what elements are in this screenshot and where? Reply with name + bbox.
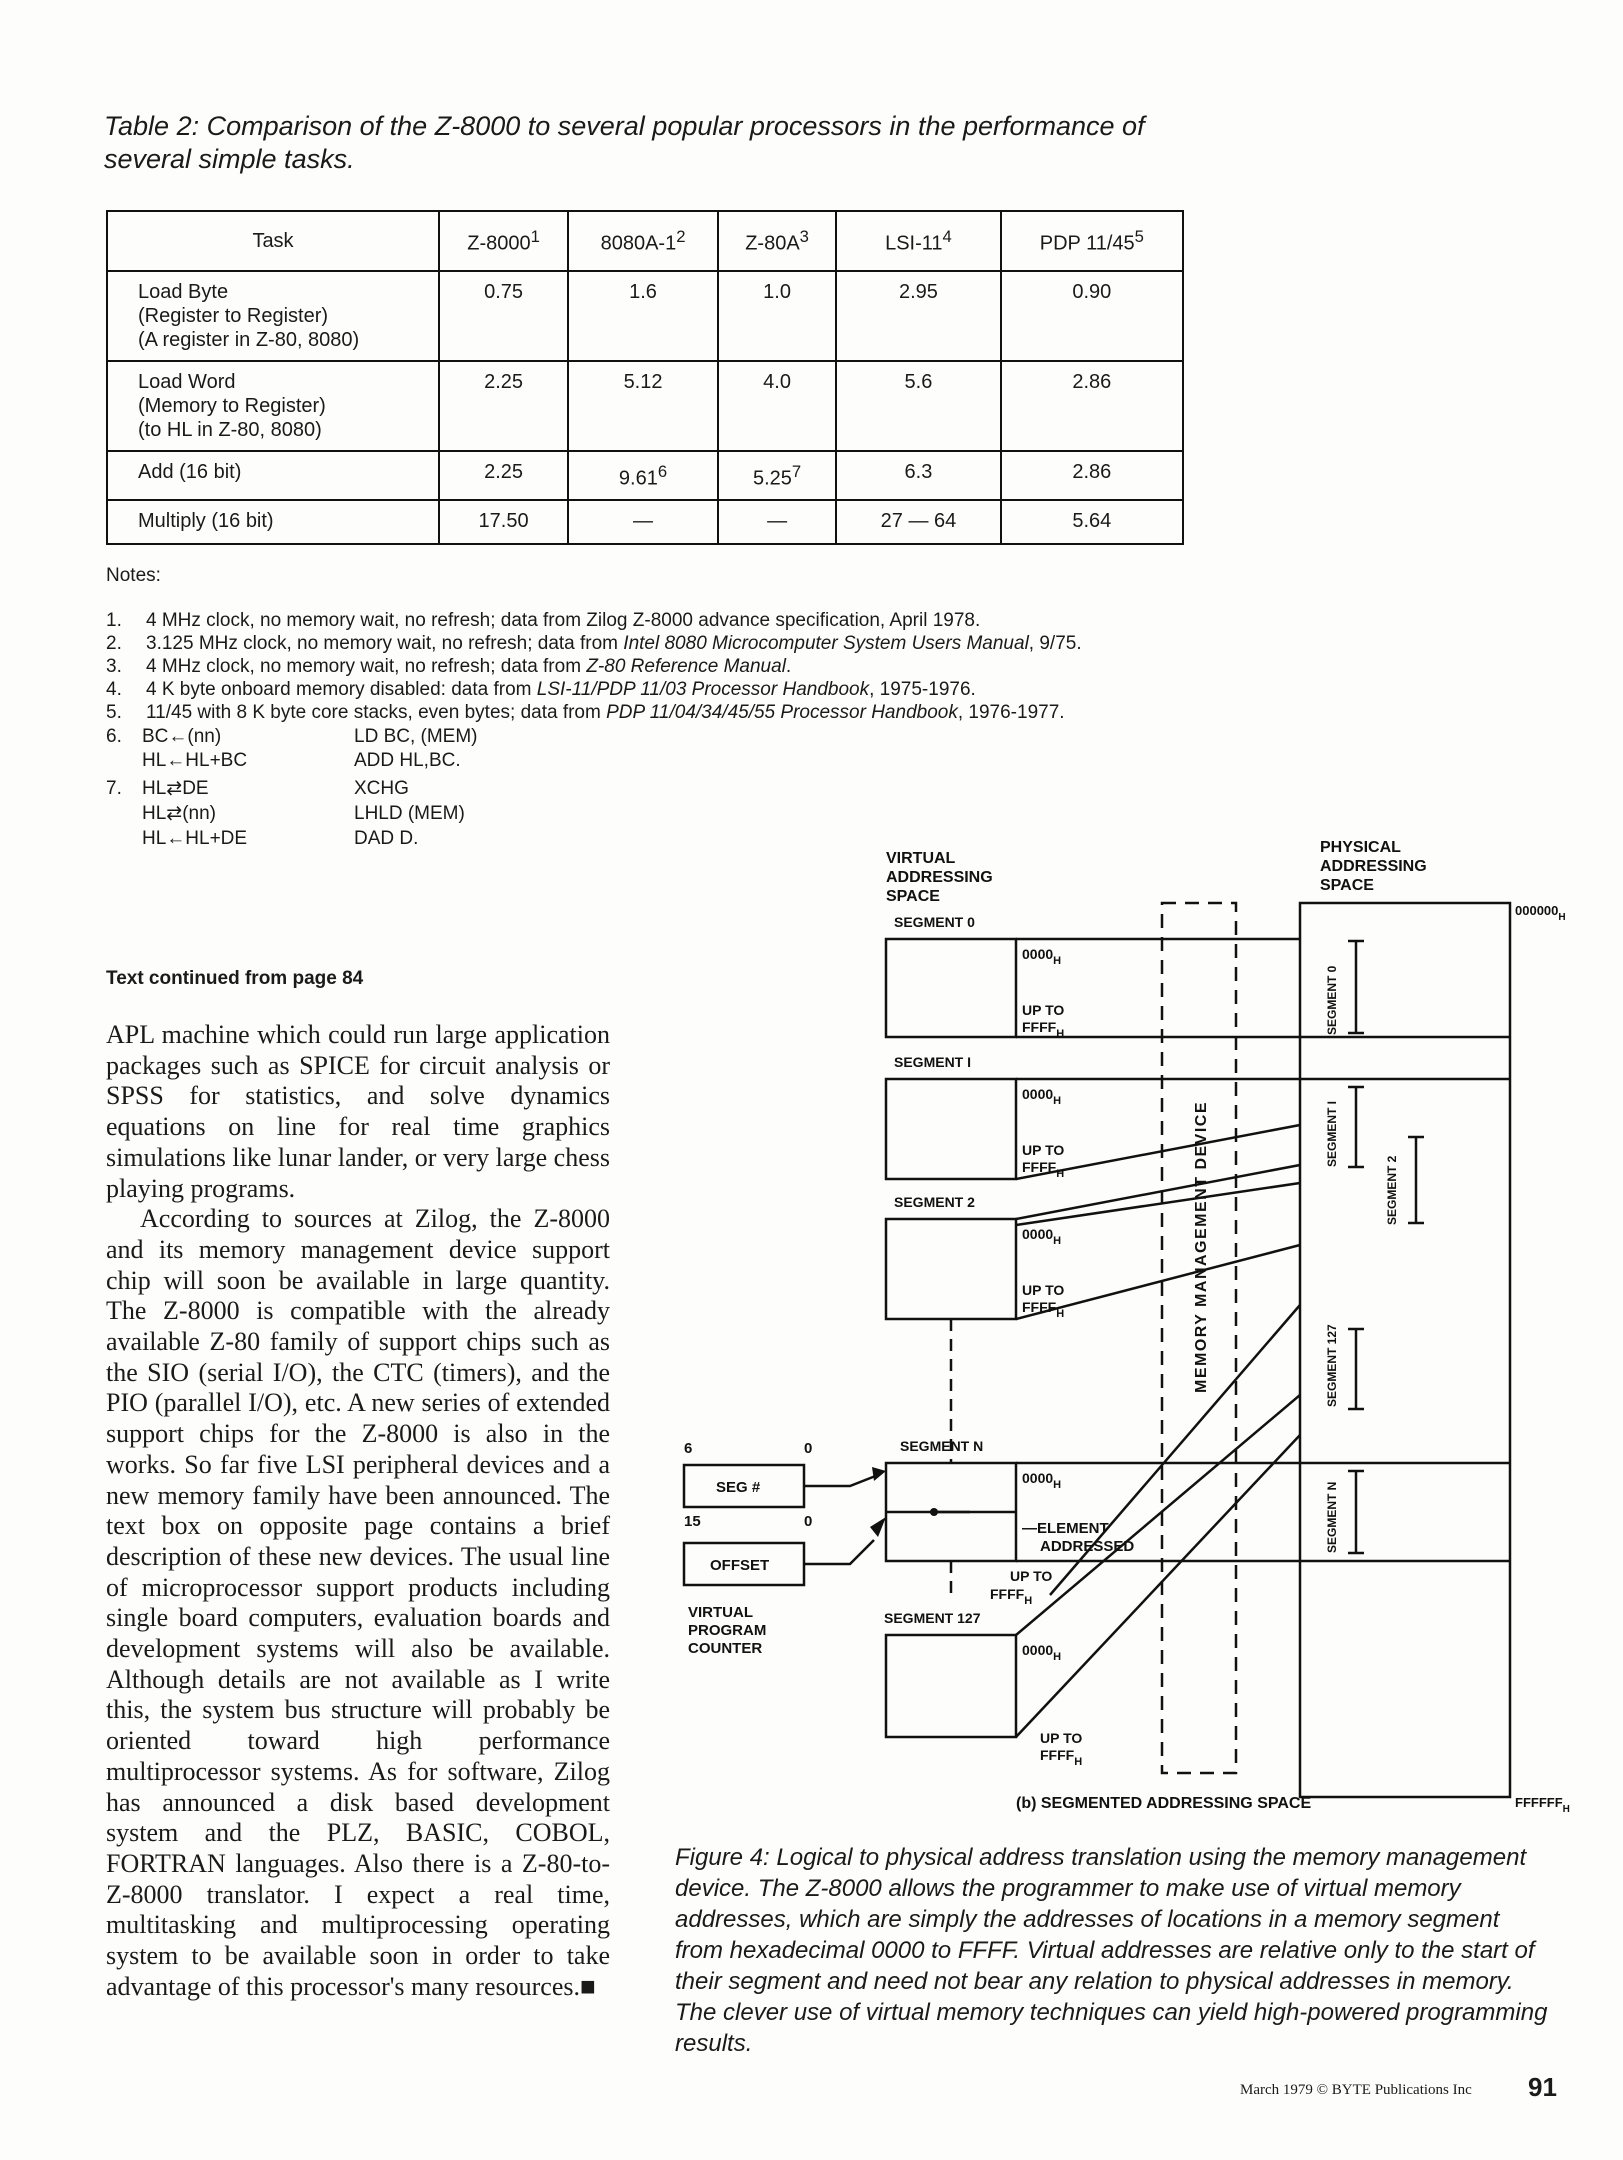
header-pdp: PDP $11/45^5$ <box>1001 211 1183 271</box>
table-row <box>107 361 1183 451</box>
table-row <box>107 271 1183 361</box>
value-cell: 2.86 <box>1001 451 1183 500</box>
segment-upto-label: UP TO <box>1010 1568 1053 1584</box>
virtual-label-1: VIRTUAL <box>886 850 956 867</box>
seg127-box <box>886 1635 1016 1737</box>
table-header-row <box>107 211 1183 271</box>
physical-segment-label: SEGMENT 0 <box>1325 965 1339 1035</box>
value-cell: 5.12 <box>568 361 718 451</box>
page-number: 91 <box>1528 2072 1557 2102</box>
note-item: 5. 11/45 with 8 K byte core stacks, even bytes; data from PDP 11/04/34/45/55 Processor Handbook, 1976-1977. <box>106 702 1065 723</box>
notes-list <box>106 610 1186 853</box>
segment-name-label: SEGMENT 0 <box>894 914 975 930</box>
note-7: 7. HL⇄DE HL⇄(nn) HL←HL+DE XCHG LHLD (MEM) DAD D. <box>106 778 465 849</box>
segmented-addressing-diagram <box>670 835 1570 1815</box>
pc-caption-3: COUNTER <box>688 1640 763 1657</box>
segment-end-label: $FFFF_H$ <box>1022 1299 1065 1320</box>
segment-start-label: $0000_H$ <box>1022 946 1062 967</box>
segment-name-label: SEGMENT 127 <box>884 1610 981 1626</box>
physical-label-2: ADDRESSING <box>1320 858 1427 875</box>
value-cell: 6.3 <box>836 451 1000 500</box>
header-lsi11: LSI-$11^4$ <box>836 211 1000 271</box>
note-6: 6. BC←(nn) HL←HL+BC LD BC, (MEM) ADD HL,BC. <box>106 726 478 771</box>
value-cell: 27 — 64 <box>836 500 1000 544</box>
segment-end-label: $FFFF_H$ <box>1022 1019 1065 1040</box>
value-cell: 17.50 <box>439 500 568 544</box>
physical-label-1: PHYSICAL <box>1320 839 1401 856</box>
element-addressed-1: —ELEMENT <box>1022 1520 1109 1537</box>
pc-bit0a: 0 <box>804 1440 813 1457</box>
segment-upto-label: UP TO <box>1022 1282 1065 1298</box>
physical-segment-label: SEGMENT 127 <box>1325 1324 1339 1407</box>
task-cell: Add (16 bit) <box>107 451 439 500</box>
offset-register-label: OFFSET <box>710 1557 770 1574</box>
seg0-box <box>886 939 1016 1037</box>
value-cell: 2.25 <box>439 361 568 451</box>
segment-end-label: $FFFF_H$ <box>1040 1747 1083 1768</box>
segment-name-label: SEGMENT I <box>894 1054 972 1070</box>
segment-start-label: $0000_H$ <box>1022 1226 1062 1247</box>
notes-heading: Notes: <box>106 565 161 586</box>
physical-segment-label: SEGMENT I <box>1325 1100 1339 1167</box>
header-8080a: $8080A-1^2$ <box>568 211 718 271</box>
note-item: 3. 4 MHz clock, no memory wait, no refresh; data from Z-80 Reference Manual. <box>106 656 792 677</box>
pc-bit15: 15 <box>684 1513 701 1530</box>
note-item: 1. 4 MHz clock, no memory wait, no refresh; data from Zilog Z-8000 advance specification, April 1978. <box>106 610 981 631</box>
value-cell: 5.64 <box>1001 500 1183 544</box>
pc-caption-1: VIRTUAL <box>688 1604 753 1621</box>
continued-heading: Text continued from page 84 <box>106 968 364 989</box>
physical-segment-label: SEGMENT 2 <box>1385 1155 1399 1225</box>
segment-name-label: SEGMENT N <box>900 1438 984 1454</box>
segment-name-label: SEGMENT 2 <box>894 1194 975 1210</box>
element-addressed-2: ADDRESSED <box>1040 1538 1135 1555</box>
value-cell: 2.86 <box>1001 361 1183 451</box>
task-cell: Load Word (Memory to Register) (to HL in Z-80, 8080) <box>107 361 439 451</box>
article-body <box>106 1020 610 2003</box>
header-z80a: $Z-80A^3$ <box>718 211 836 271</box>
value-cell: 4.0 <box>718 361 836 451</box>
comparison-table <box>106 210 1184 545</box>
header-z8000: Z-8000$^1$ <box>439 211 568 271</box>
value-cell: 2.95 <box>836 271 1000 361</box>
pc-bit0b: 0 <box>804 1513 813 1530</box>
virtual-label-2: ADDRESSING <box>886 869 993 886</box>
seg1-box <box>886 1079 1016 1179</box>
diagram-title: (b) SEGMENTED ADDRESSING SPACE <box>1016 1795 1312 1812</box>
value-cell: 0.75 <box>439 271 568 361</box>
pc-bit6: 6 <box>684 1440 693 1457</box>
value-cell: — <box>718 500 836 544</box>
note-item: 2. 3.125 MHz clock, no memory wait, no refresh; data from Intel 8080 Microcomputer System Users Manual, 9/75. <box>106 633 1082 654</box>
task-cell: Load Byte (Register to Register) (A register in Z-80, 8080) <box>107 271 439 361</box>
phys-end: $FFFFFF_H$ <box>1515 1795 1570 1815</box>
segment-end-label: $FFFF_H$ <box>1022 1159 1065 1180</box>
segment-start-label: $0000_H$ <box>1022 1470 1062 1491</box>
phys-start: $000000_H$ <box>1515 903 1566 923</box>
task-cell: Multiply (16 bit) <box>107 500 439 544</box>
segment-upto-label: UP TO <box>1040 1730 1083 1746</box>
footer-credit: March 1979 © BYTE Publications Inc <box>1240 2082 1472 2098</box>
value-cell: 1.0 <box>718 271 836 361</box>
value-cell: 5.6 <box>836 361 1000 451</box>
pc-caption-2: PROGRAM <box>688 1622 767 1639</box>
note-item: 4. 4 K byte onboard memory disabled: data from LSI-11/PDP 11/03 Processor Handbook, 1975-1976. <box>106 679 976 700</box>
table-row <box>107 451 1183 500</box>
virtual-label-3: SPACE <box>886 888 940 905</box>
segment-upto-label: UP TO <box>1022 1002 1065 1018</box>
segment-end-label: $FFFF_H$ <box>990 1586 1033 1607</box>
value-cell: 5.25$^7$ <box>718 451 836 500</box>
phys-seg-arrows <box>1348 941 1424 1553</box>
value-cell: 0.90 <box>1001 271 1183 361</box>
segment-start-label: $0000_H$ <box>1022 1086 1062 1107</box>
value-cell: 1.6 <box>568 271 718 361</box>
table-row <box>107 500 1183 544</box>
figure-caption: Figure 4: Logical to physical address translation using the memory management device. The Z-8000 allows the programmer to make use of virtual memory addresses, which are simply the addresses of locations in a memory segment from hexadecimal 0000 to FFFF. Virtual addresses are relative only to the start of their segment and need not bear any relation to physical addresses in memory. The clever use of virtual memory techniques can yield high-powered programming results. <box>675 1844 1548 2057</box>
header-task: Task <box>107 211 439 271</box>
paragraph: According to sources at Zilog, the Z-8000 and its memory management device support chip will soon be available in large quantity. The Z-8000 is compatible with the already available Z-80 family of support chips such as the SIO (serial I/O), the CTC (timers), and the PIO (parallel I/O), etc. A new series of extended support chips for the Z-8000 is also in the works. So far five LSI peripheral devices and a new memory family have been announced. The text box on opposite page contains a brief description of these new devices. The usual line of microprocessor support products including single board computers, evaluation boards and development systems will also be available. Although details are not available as I write this, the system bus structure will probably be oriented toward high performance multiprocessor systems. As for software, Zilog has announced a disk based development system and the PLZ, BASIC, COBOL, FORTRAN languages. Also there is a Z-80-to-Z-8000 translator. I expect a real time, multitasking and multiprocessing operating system to be available soon in order to take advantage of this processor's many resources.■ <box>106 1204 610 2001</box>
segment-start-label: $0000_H$ <box>1022 1642 1062 1663</box>
physical-segment-label: SEGMENT N <box>1325 1481 1339 1553</box>
mmu-label: MEMORY MANAGEMENT DEVICE <box>1193 1100 1210 1393</box>
table-caption: Table 2: Comparison of the Z-8000 to several popular processors in the performance of several simple tasks. <box>104 111 1145 174</box>
value-cell: 2.25 <box>439 451 568 500</box>
seg2-box <box>886 1219 1016 1319</box>
seg-register-label: SEG # <box>716 1479 761 1496</box>
segment-upto-label: UP TO <box>1022 1142 1065 1158</box>
physical-label-3: SPACE <box>1320 877 1374 894</box>
value-cell: 9.61$^6$ <box>568 451 718 500</box>
paragraph: APL machine which could run large application packages such as SPICE for circuit analysis or SPSS for statistics, and solve dynamics equations on line for real time graphics simulations like lunar lander, or very large chess playing programs. <box>106 1020 610 1203</box>
value-cell: — <box>568 500 718 544</box>
